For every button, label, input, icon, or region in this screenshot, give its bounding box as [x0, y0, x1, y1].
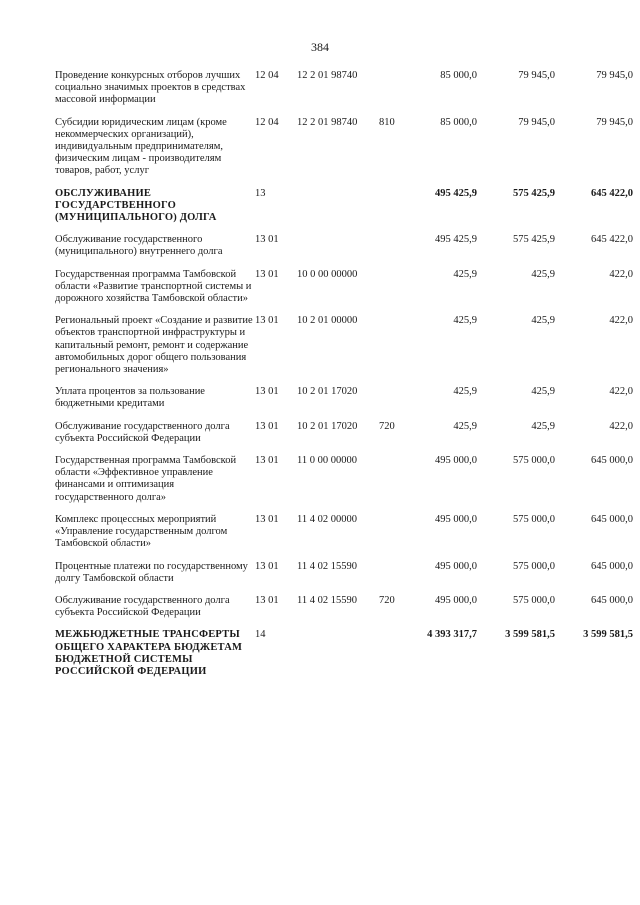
- row-spacer-cell: [55, 259, 633, 269]
- row-value-year-3: 645 000,0: [591, 560, 633, 572]
- row-name: Обслуживание государственного долга субъекта Российской Федерации: [55, 594, 230, 619]
- row-spacer: [55, 585, 633, 595]
- row-spacer-cell: [55, 504, 633, 514]
- row-target-code: [297, 234, 379, 258]
- row-value-year-3: 79 945,0: [596, 70, 633, 81]
- row-spacer-cell: [55, 305, 633, 315]
- row-name: Обслуживание государственного долга субъекта Российской Федерации: [55, 420, 230, 444]
- row-target-code: 11 4 02 15590: [297, 560, 357, 572]
- row-section-code: 13 01: [255, 594, 279, 606]
- row-section-code: 12 04: [255, 70, 279, 81]
- row-value-year-1: 4 393 317,7: [427, 629, 477, 641]
- row-expense-kind: 720: [379, 594, 395, 606]
- row-value-year-3: 79 945,0: [596, 116, 633, 128]
- row-spacer-cell: [55, 178, 633, 188]
- row-name: ОБСЛУЖИВАНИЕ ГОСУДАРСТВЕННОГО (МУНИЦИПАЛЬНОГО) ДОЛГА: [55, 187, 217, 224]
- row-target-code: 12 2 01 98740: [297, 70, 358, 81]
- row-section-code: 13: [255, 187, 266, 199]
- row-expense-kind: [379, 561, 405, 585]
- table-row: [55, 561, 633, 585]
- row-value-year-3: 422,0: [609, 268, 633, 280]
- row-section-code: 13 01: [255, 513, 279, 525]
- row-value-year-3: 645 000,0: [591, 594, 633, 606]
- row-spacer: [55, 551, 633, 561]
- table-row: [55, 629, 633, 678]
- row-spacer: [55, 178, 633, 188]
- row-spacer-cell: [55, 224, 633, 234]
- row-value-year-2: 575 425,9: [513, 234, 555, 246]
- row-expense-kind: 810: [379, 116, 395, 128]
- row-spacer-cell: [55, 411, 633, 421]
- row-spacer-cell: [55, 107, 633, 117]
- row-section-code: 13 01: [255, 560, 279, 572]
- row-name: Региональный проект «Создание и развитие объектов транспортной инфраструктуры и капитальный ремонт, ремонт и содержание автомобильных дорог общего пользования регионального значения»: [55, 315, 253, 376]
- row-value-year-3: 645 000,0: [591, 455, 633, 467]
- row-target-code: [297, 188, 379, 225]
- row-value-year-3: 645 000,0: [591, 513, 633, 525]
- row-value-year-1: 495 000,0: [435, 455, 477, 467]
- row-expense-kind: [379, 629, 405, 678]
- row-value-year-2: 79 945,0: [518, 70, 555, 81]
- row-spacer: [55, 305, 633, 315]
- row-value-year-1: 495 425,9: [435, 234, 477, 246]
- row-target-code: 12 2 01 98740: [297, 116, 358, 128]
- row-section-code: 13 01: [255, 315, 279, 327]
- row-target-code: 10 2 01 00000: [297, 315, 358, 327]
- row-name: Субсидии юридическим лицам (кроме некоммерческих организаций), индивидуальным предпринимателям, физическим лицам - производителям товаров, работ, услуг: [55, 116, 227, 177]
- row-spacer: [55, 107, 633, 117]
- row-value-year-3: 3 599 581,5: [583, 629, 633, 641]
- row-expense-kind: [379, 234, 405, 258]
- row-value-year-2: 575 000,0: [513, 560, 555, 572]
- row-spacer-cell: [55, 585, 633, 595]
- row-spacer-cell: [55, 551, 633, 561]
- table-row: [55, 117, 633, 178]
- budget-table: [55, 70, 633, 678]
- row-value-year-3: 645 422,0: [591, 187, 633, 199]
- row-value-year-1: 85 000,0: [440, 70, 477, 81]
- table-row: [55, 595, 633, 619]
- table-row: [55, 234, 633, 258]
- row-target-code: 10 0 00 00000: [297, 268, 358, 280]
- row-name: Процентные платежи по государственному долгу Тамбовской области: [55, 560, 248, 584]
- row-name: МЕЖБЮДЖЕТНЫЕ ТРАНСФЕРТЫ ОБЩЕГО ХАРАКТЕРА БЮДЖЕТАМ БЮДЖЕТНОЙ СИСТЕМЫ РОССИЙСКОЙ ФЕДЕРАЦИИ: [55, 629, 243, 677]
- row-spacer-cell: [55, 445, 633, 455]
- row-value-year-2: 425,9: [531, 420, 555, 432]
- row-value-year-1: 85 000,0: [440, 116, 477, 128]
- row-value-year-2: 3 599 581,5: [505, 629, 555, 641]
- row-value-year-2: 425,9: [531, 315, 555, 327]
- row-expense-kind: [379, 70, 405, 107]
- row-target-code: [297, 629, 379, 678]
- table-row: [55, 269, 633, 306]
- row-section-code: 13 01: [255, 268, 279, 280]
- row-value-year-3: 422,0: [609, 420, 633, 432]
- row-name: Обслуживание государственного (муниципального) внутреннего долга: [55, 234, 223, 258]
- row-value-year-3: 645 422,0: [591, 234, 633, 246]
- row-value-year-2: 575 425,9: [513, 187, 555, 199]
- row-target-code: 11 4 02 15590: [297, 594, 357, 606]
- row-expense-kind: [379, 188, 405, 225]
- row-spacer: [55, 376, 633, 386]
- row-target-code: 10 2 01 17020: [297, 386, 358, 398]
- row-value-year-1: 495 000,0: [435, 594, 477, 606]
- row-value-year-3: 422,0: [609, 386, 633, 398]
- row-value-year-1: 425,9: [453, 315, 477, 327]
- row-target-code: 11 0 00 00000: [297, 455, 357, 467]
- row-name: Уплата процентов за пользование бюджетными кредитами: [55, 386, 205, 410]
- row-spacer: [55, 259, 633, 269]
- row-value-year-1: 495 000,0: [435, 513, 477, 525]
- table-row: [55, 70, 633, 107]
- row-spacer: [55, 224, 633, 234]
- table-row: [55, 514, 633, 551]
- row-section-code: 13 01: [255, 386, 279, 398]
- row-value-year-2: 575 000,0: [513, 513, 555, 525]
- row-expense-kind: [379, 455, 405, 504]
- row-value-year-1: 425,9: [453, 268, 477, 280]
- row-section-code: 12 04: [255, 116, 279, 128]
- row-name: Комплекс процессных мероприятий «Управление государственным долгом Тамбовской области»: [55, 513, 228, 550]
- row-value-year-2: 575 000,0: [513, 594, 555, 606]
- row-spacer: [55, 445, 633, 455]
- row-spacer: [55, 411, 633, 421]
- row-expense-kind: [379, 514, 405, 551]
- row-value-year-2: 79 945,0: [518, 116, 555, 128]
- row-value-year-2: 575 000,0: [513, 455, 555, 467]
- row-name: Государственная программа Тамбовской области «Развитие транспортной системы и дорожного хозяйства Тамбовской области»: [55, 268, 252, 305]
- table-row: [55, 455, 633, 504]
- row-section-code: 13 01: [255, 420, 279, 432]
- row-expense-kind: 720: [379, 420, 395, 432]
- row-section-code: 14: [255, 629, 266, 641]
- row-spacer: [55, 619, 633, 629]
- row-value-year-1: 425,9: [453, 420, 477, 432]
- row-name: Государственная программа Тамбовской области «Эффективное управление финансами и оптимизация государственного долга»: [55, 455, 237, 503]
- table-row: [55, 188, 633, 225]
- row-expense-kind: [379, 315, 405, 376]
- row-value-year-2: 425,9: [531, 386, 555, 398]
- row-spacer-cell: [55, 619, 633, 629]
- row-value-year-1: 495 000,0: [435, 560, 477, 572]
- row-value-year-3: 422,0: [609, 315, 633, 327]
- row-spacer-cell: [55, 376, 633, 386]
- row-expense-kind: [379, 386, 405, 410]
- row-target-code: 10 2 01 17020: [297, 420, 358, 432]
- page-number: 384: [311, 40, 329, 54]
- row-expense-kind: [379, 269, 405, 306]
- row-spacer: [55, 504, 633, 514]
- table-row: [55, 386, 633, 410]
- row-section-code: 13 01: [255, 455, 279, 467]
- row-section-code: 13 01: [255, 234, 279, 246]
- row-value-year-2: 425,9: [531, 268, 555, 280]
- table-row: [55, 421, 633, 445]
- row-value-year-1: 495 425,9: [435, 187, 477, 199]
- table-row: [55, 315, 633, 376]
- row-name: Проведение конкурсных отборов лучших социально значимых проектов в средствах массовой информации: [55, 70, 246, 106]
- row-target-code: 11 4 02 00000: [297, 513, 357, 525]
- row-value-year-1: 425,9: [453, 386, 477, 398]
